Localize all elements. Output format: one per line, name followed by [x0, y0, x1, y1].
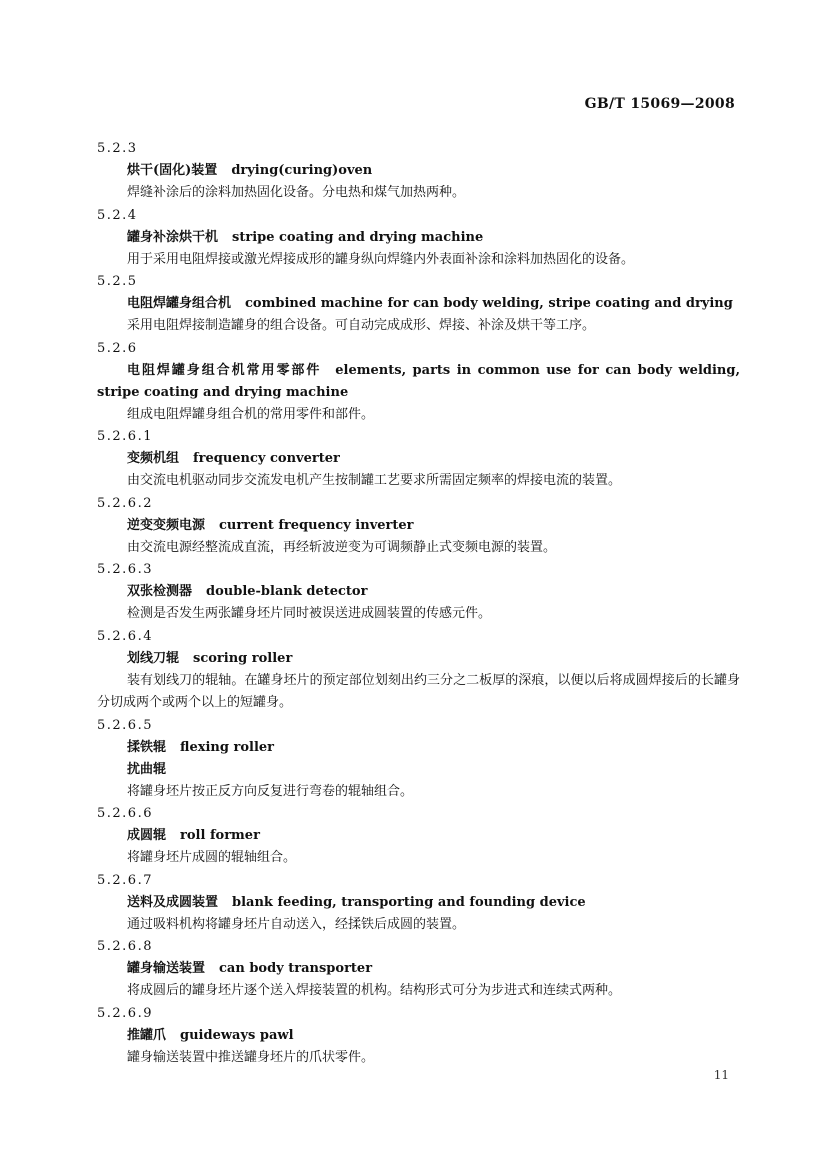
- term-definition: 将成圆后的罐身坯片逐个送入焊接装置的机构。结构形式可分为步进式和连续式两种。: [127, 983, 622, 998]
- clause-number: 5.2.6.5: [97, 717, 153, 733]
- term-definition: 检测是否发生两张罐身坯片同时被误送进成圆装置的传感元件。: [127, 606, 492, 621]
- clause-number: 5.2.6: [97, 340, 138, 356]
- term-definition: 焊缝补涂后的涂料加热固化设备。分电热和煤气加热两种。: [127, 185, 466, 200]
- term-definition: 将罐身坯片成圆的辊轴组合。: [127, 850, 297, 865]
- clause-number: 5.2.4: [97, 207, 138, 223]
- entry-5-2-6-1: [97, 426, 740, 493]
- term-heading: [97, 293, 740, 315]
- entry-5-2-6-6: [97, 803, 740, 870]
- term-chinese: 成圆辊: [127, 828, 167, 843]
- term-english: elements, parts in common use for can body welding, stripe coating and drying machine: [97, 362, 740, 400]
- document-body: [97, 138, 740, 1069]
- entry-5-2-6-8: [97, 936, 740, 1003]
- term-chinese: 电阻焊罐身组合机: [127, 296, 232, 311]
- clause-number: 5.2.6.8: [97, 939, 153, 954]
- term-chinese: 划线刀辊: [127, 650, 180, 666]
- term-english: blank feeding, transporting and founding device: [232, 894, 586, 910]
- term-chinese: 电阻焊罐身组合机常用零部件: [127, 362, 322, 378]
- term-definition: 由交流电源经整流成直流，再经斩波逆变为可调频静止式变频电源的装置。: [127, 539, 557, 555]
- term-heading: [97, 737, 740, 759]
- term-chinese: 变频机组: [127, 451, 180, 466]
- term-english: flexing roller: [180, 739, 275, 755]
- term-heading: [97, 227, 740, 249]
- clause-number: 5.2.6.9: [97, 1005, 153, 1021]
- term-definition: 装有划线刀的辊轴。在罐身坯片的预定部位划刻出约三分之二板厚的深痕，以便以后将成圆焊接后的长罐身分切成两个或两个以上的短罐身。: [97, 672, 740, 710]
- entry-5-2-3: [97, 138, 740, 205]
- term-english: double-blank detector: [206, 584, 368, 599]
- entry-5-2-4: [97, 205, 740, 272]
- term-definition: 组成电阻焊罐身组合机的常用零件和部件。: [127, 406, 375, 422]
- standard-number-header: GB/T 15069—2008: [584, 96, 735, 112]
- clause-number: 5.2.3: [97, 141, 138, 156]
- term-chinese: 揉铁辊: [127, 739, 167, 755]
- term-chinese: 烘干(固化)装置: [127, 163, 218, 178]
- term-heading: [97, 892, 740, 914]
- term-chinese: 推罐爪: [127, 1027, 167, 1043]
- clause-number: 5.2.6.7: [97, 872, 153, 888]
- term-definition: 罐身输送装置中推送罐身坯片的爪状零件。: [127, 1049, 375, 1065]
- entry-5-2-5: [97, 271, 740, 338]
- term-definition: 用于采用电阻焊接或激光焊接成形的罐身纵向焊缝内外表面补涂和涂料加热固化的设备。: [127, 251, 635, 267]
- entry-5-2-6-3: [97, 559, 740, 626]
- term-heading: [97, 160, 740, 182]
- term-definition: 采用电阻焊接制造罐身的组合设备。可自动完成成形、焊接、补涂及烘干等工序。: [127, 318, 596, 333]
- clause-number: 5.2.6.1: [97, 429, 153, 444]
- term-english: drying(curing)oven: [231, 163, 373, 178]
- term-english: scoring roller: [193, 650, 293, 666]
- clause-number: 5.2.6.4: [97, 628, 153, 644]
- entry-5-2-6-7: [97, 870, 740, 937]
- clause-number: 5.2.6.6: [97, 806, 153, 821]
- entry-5-2-6-9: [97, 1003, 740, 1070]
- clause-number: 5.2.6.2: [97, 495, 153, 511]
- entry-5-2-6: [97, 338, 740, 427]
- term-heading: [97, 1025, 740, 1047]
- term-chinese: 双张检测器: [127, 584, 193, 599]
- term-english: combined machine for can body welding, stripe coating and drying: [245, 296, 733, 311]
- term-english: frequency converter: [193, 451, 340, 466]
- term-heading: [97, 515, 740, 537]
- term-definition: 通过吸料机构将罐身坯片自动送入，经揉铁后成圆的装置。: [127, 916, 466, 932]
- term-english: can body transporter: [219, 961, 373, 976]
- term-heading: [97, 448, 740, 470]
- term-english: roll former: [180, 828, 260, 843]
- term-definition: 将罐身坯片按正反方向反复进行弯卷的辊轴组合。: [127, 783, 414, 799]
- entry-5-2-6-4: [97, 626, 740, 715]
- entry-5-2-6-2: [97, 493, 740, 560]
- term-synonym: 扰曲辊: [127, 761, 167, 777]
- term-definition: 由交流电机驱动同步交流发电机产生按制罐工艺要求所需固定频率的焊接电流的装置。: [127, 473, 622, 488]
- term-chinese: 送料及成圆装置: [127, 894, 219, 910]
- term-heading: [97, 825, 740, 847]
- term-heading: [97, 958, 740, 980]
- entry-5-2-6-5: [97, 715, 740, 804]
- term-chinese: 逆变变频电源: [127, 517, 206, 533]
- term-chinese: 罐身补涂烘干机: [127, 229, 219, 245]
- term-chinese: 罐身输送装置: [127, 961, 206, 976]
- term-heading: [97, 648, 740, 670]
- term-english: guideways pawl: [180, 1027, 294, 1043]
- clause-number: 5.2.5: [97, 274, 138, 289]
- term-heading: [97, 360, 740, 404]
- term-english: stripe coating and drying machine: [232, 229, 484, 245]
- term-heading: [97, 581, 740, 603]
- page-number: 11: [713, 1068, 729, 1082]
- term-english: current frequency inverter: [219, 517, 414, 533]
- clause-number: 5.2.6.3: [97, 562, 153, 577]
